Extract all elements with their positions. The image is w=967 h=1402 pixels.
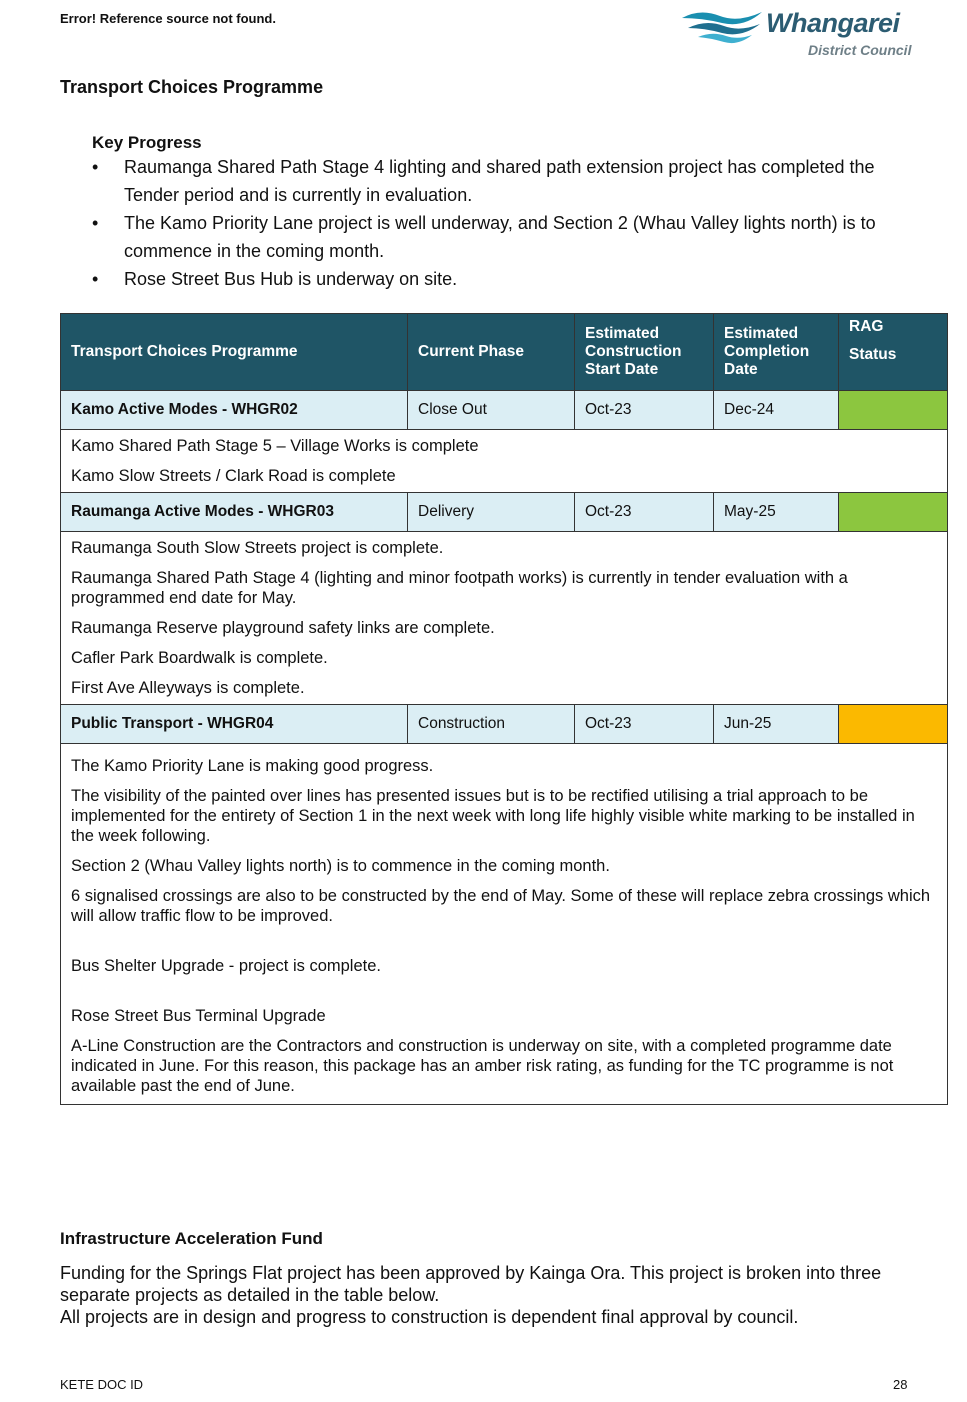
project-start: Oct-23 bbox=[575, 705, 714, 744]
table-row bbox=[61, 493, 948, 532]
header-start-date: Estimated Construction Start Date bbox=[575, 314, 714, 391]
table-row bbox=[61, 391, 948, 430]
logo-subtitle: District Council bbox=[808, 42, 912, 58]
header-rag-line1: RAG bbox=[849, 318, 884, 335]
project-name: Raumanga Active Modes - WHGR03 bbox=[61, 493, 408, 532]
key-progress-bullet: • The Kamo Priority Lane project is well underway, and Section 2 (Whau Valley lights north) is to commence in the coming month. bbox=[92, 209, 912, 265]
detail-line: Cafler Park Boardwalk is complete. bbox=[71, 649, 328, 667]
detail-line: Rose Street Bus Terminal Upgrade bbox=[71, 1007, 326, 1025]
detail-line: The Kamo Priority Lane is making good progress. bbox=[71, 757, 434, 775]
project-name: Kamo Active Modes - WHGR02 bbox=[61, 391, 408, 430]
detail-line: Kamo Shared Path Stage 5 – Village Works is complete bbox=[71, 437, 479, 455]
rag-status-green bbox=[839, 391, 948, 430]
project-details-row bbox=[61, 532, 948, 705]
council-logo bbox=[680, 4, 920, 60]
header-rag-status bbox=[839, 314, 948, 391]
detail-line: The visibility of the painted over lines has presented issues but is to be rectified utilising a trial approach to be implemented for the entirety of Section 1 in the next week with long life highly visible white marking to be installed in the week following. bbox=[71, 787, 915, 845]
section-title: Transport Choices Programme bbox=[60, 77, 324, 97]
project-start: Oct-23 bbox=[575, 493, 714, 532]
detail-line: Section 2 (Whau Valley lights north) is to commence in the coming month. bbox=[71, 857, 610, 875]
project-start: Oct-23 bbox=[575, 391, 714, 430]
detail-line: Bus Shelter Upgrade - project is complete. bbox=[71, 957, 381, 975]
detail-line: A-Line Construction are the Contractors and construction is underway on site, with a completed programme date indicated in June. For this reason, this package has an amber risk rating, as funding for the TC programme is not available past the end of June. bbox=[71, 1037, 894, 1095]
footer-page-number: 28 bbox=[893, 1377, 908, 1392]
project-completion: Dec-24 bbox=[714, 391, 839, 430]
project-details bbox=[61, 532, 948, 705]
header-programme: Transport Choices Programme bbox=[61, 314, 408, 391]
project-details-row bbox=[61, 744, 948, 1105]
detail-line: Raumanga Shared Path Stage 4 (lighting and minor footpath works) is currently in tender evaluation with a programmed end date for May. bbox=[71, 569, 848, 607]
detail-line: Kamo Slow Streets / Clark Road is complete bbox=[71, 467, 396, 485]
table-row bbox=[61, 705, 948, 744]
table-header-row bbox=[61, 314, 948, 391]
project-completion: May-25 bbox=[714, 493, 839, 532]
detail-line: Raumanga South Slow Streets project is complete. bbox=[71, 539, 444, 557]
iaf-line2: All projects are in design and progress to construction is dependent final approval by council. bbox=[60, 1307, 799, 1327]
rag-status-amber bbox=[839, 705, 948, 744]
header-rag-line2: Status bbox=[849, 346, 897, 363]
detail-line: 6 signalised crossings are also to be constructed by the end of May. Some of these will replace zebra crossings which will allow traffic flow to be improved. bbox=[71, 887, 931, 925]
header-phase: Current Phase bbox=[408, 314, 575, 391]
logo-name: Whangarei bbox=[766, 8, 900, 38]
iaf-title: Infrastructure Acceleration Fund bbox=[60, 1229, 323, 1248]
detail-line: First Ave Alleyways is complete. bbox=[71, 679, 305, 697]
header-completion-date: Estimated Completion Date bbox=[714, 314, 839, 391]
project-details-row bbox=[61, 430, 948, 493]
project-name: Public Transport - WHGR04 bbox=[61, 705, 408, 744]
footer-doc-id: KETE DOC ID bbox=[60, 1377, 144, 1392]
key-progress-bullet: • Rose Street Bus Hub is underway on site. bbox=[92, 265, 912, 293]
wave-logo-icon bbox=[680, 6, 764, 46]
iaf-text bbox=[60, 1262, 920, 1328]
rag-status-green bbox=[839, 493, 948, 532]
project-phase: Delivery bbox=[408, 493, 575, 532]
key-progress-list bbox=[92, 153, 912, 293]
project-phase: Construction bbox=[408, 705, 575, 744]
transport-choices-table bbox=[60, 313, 948, 1105]
project-details bbox=[61, 430, 948, 493]
project-phase: Close Out bbox=[408, 391, 575, 430]
project-details bbox=[61, 744, 948, 1105]
project-completion: Jun-25 bbox=[714, 705, 839, 744]
key-progress-title: Key Progress bbox=[92, 133, 202, 152]
key-progress-bullet: • Raumanga Shared Path Stage 4 lighting and shared path extension project has completed the Tender period and is currently in evaluation. bbox=[92, 153, 912, 209]
iaf-line1: Funding for the Springs Flat project has been approved by Kainga Ora. This project is broken into three separate projects as detailed in the table below. bbox=[60, 1263, 882, 1305]
detail-line: Raumanga Reserve playground safety links are complete. bbox=[71, 619, 495, 637]
header-error-text: Error! Reference source not found. bbox=[60, 11, 276, 26]
